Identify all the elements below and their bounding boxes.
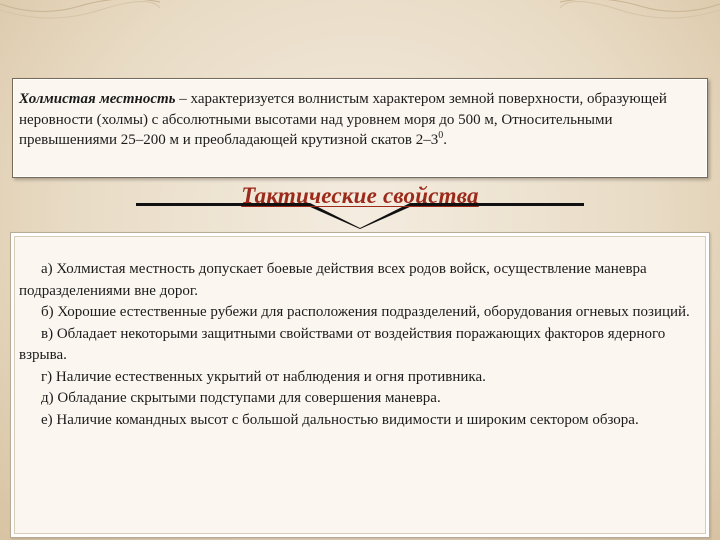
definition-term: Холмистая местность — [19, 91, 176, 107]
properties-box — [10, 232, 710, 538]
definition-end: . — [443, 132, 447, 148]
properties-list — [19, 259, 699, 431]
section-title: Тактические свойства — [241, 183, 479, 208]
property-item-d: г) Наличие естественных укрытий от наблюдения и огня противника. — [41, 368, 486, 385]
corner-ornament-left — [0, 0, 160, 30]
definition-paragraph — [19, 89, 699, 151]
degree-superscript: 0 — [438, 130, 444, 141]
property-item-f: е) Наличие командных высот с большой дальностью видимости и широким сектором обзора. — [41, 411, 639, 428]
definition-text: характеризуется волнистым характером земной поверхности, образующей неровности (холмы) с абсолютными высотами над уровнем моря до 500 м, Относительными превышениями 25–200 м и преобладающей крутизной скатов 2–3 — [19, 91, 667, 148]
property-item-a: а) Холмистая местность допускает боевые действия всех родов войск, осуществление маневра подразделениями вне дорог. — [19, 261, 647, 299]
corner-ornament-right — [560, 0, 720, 30]
definition-dash: – — [175, 91, 191, 107]
property-item-b: б) Хорошие естественные рубежи для расположения подразделений, оборудования огневых позиций. — [41, 304, 690, 320]
definition-box — [12, 78, 708, 178]
property-item-c: в) Обладает некоторыми защитными свойствами от воздействия поражающих факторов ядерного взрыва. — [19, 325, 666, 363]
property-item-e: д) Обладание скрытыми подступами для совершения маневра. — [41, 390, 441, 406]
